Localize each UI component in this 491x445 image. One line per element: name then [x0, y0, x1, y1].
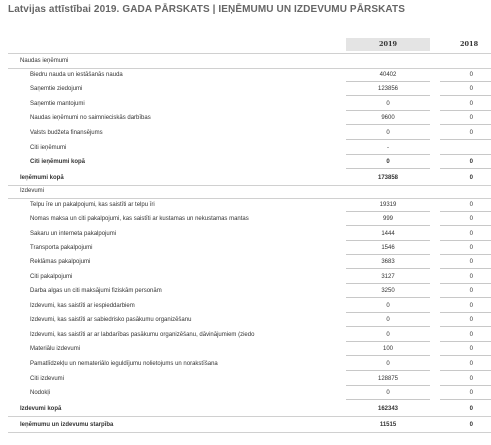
row-label: Pamatlīdzekļu un nemateriālo ieguldījumu nolietojums un norakstīšana — [30, 361, 218, 367]
value-2019: 0 — [386, 390, 390, 396]
table-row — [0, 342, 491, 356]
row-divider — [8, 432, 491, 433]
header-divider — [8, 53, 491, 54]
row-label: Biedru nauda un iestāšanās nauda — [30, 72, 123, 78]
table-row — [0, 372, 491, 386]
value-2018: 0 — [469, 422, 473, 428]
value-2018: 0 — [469, 376, 473, 382]
column-header-2018: 2018 — [460, 40, 479, 48]
row-label: Citi ieņēmumi kopā — [30, 159, 86, 165]
row-label: Izdevumi kopā — [20, 406, 62, 412]
value-2018: 0 — [469, 288, 473, 294]
row-label: Izdevumi — [20, 188, 45, 194]
value-2018: 0 — [469, 130, 473, 136]
row-label: Nomas maksa un citi pakalpojumi, kas saistīti ar kustamas un nekustamas mantas — [30, 216, 249, 222]
cell-underline — [440, 225, 491, 226]
table-row — [0, 299, 491, 313]
table-row — [0, 82, 491, 96]
value-2019: - — [387, 145, 389, 151]
value-2019: 162343 — [377, 406, 399, 412]
value-2019: 0 — [386, 159, 390, 165]
row-label: Nodokļi — [30, 390, 51, 396]
row-label: Reklāmas pakalpojumi — [30, 259, 91, 265]
row-label: Izdevumi, kas saistīti ar sabiedrisko pasākumu organizēšanu — [30, 317, 192, 323]
value-2018: 0 — [469, 361, 473, 367]
value-2018: 0 — [469, 231, 473, 237]
row-label: Ieņēmumi kopā — [20, 175, 64, 181]
value-2019: 0 — [386, 303, 390, 309]
cell-underline — [346, 326, 430, 327]
value-2019: 1444 — [381, 231, 395, 237]
value-2019: 173858 — [377, 175, 399, 181]
section-header-row — [0, 184, 491, 198]
value-2019: 0 — [386, 361, 390, 367]
cell-underline — [440, 124, 491, 125]
total-row — [0, 171, 491, 185]
value-2019: 0 — [386, 130, 390, 136]
cell-underline — [440, 139, 491, 140]
value-2019: 123856 — [377, 86, 399, 92]
value-2019: 3127 — [381, 274, 395, 280]
row-label: Saņemtie ziedojumi — [30, 86, 83, 92]
cell-underline — [346, 95, 430, 96]
cell-underline — [346, 297, 430, 298]
row-label: Izdevumi, kas saistīti ar ar labdarības pasākumu organizēšanu, dāvinājumiem (ziedo — [30, 332, 255, 338]
row-label: Transporta pakalpojumi — [30, 245, 93, 251]
table-row — [0, 111, 491, 125]
cell-underline — [346, 399, 430, 400]
total-row — [0, 418, 491, 432]
row-label: Saņemtie mantojumi — [30, 101, 85, 107]
row-label: Naudas ieņēmumi no saimnieciskās darbības — [30, 115, 151, 121]
value-2018: 0 — [469, 202, 473, 208]
cell-underline — [440, 399, 491, 400]
row-label: Citi ieņēmumi — [30, 145, 67, 151]
value-2018: 0 — [469, 159, 473, 165]
value-2018: 0 — [469, 317, 473, 323]
value-2019: 40402 — [379, 72, 397, 78]
table-row — [0, 227, 491, 241]
row-divider — [8, 416, 491, 417]
table-row — [0, 386, 491, 400]
cell-underline — [440, 326, 491, 327]
table-row — [0, 284, 491, 298]
value-2018: 0 — [469, 303, 473, 309]
report-title: Latvijas attīstībai 2019. GADA PĀRSKATS | IEŅĒMUMU UN IZDEVUMU PĀRSKATS — [8, 4, 405, 15]
row-label: Materiālu izdevumi — [30, 346, 81, 352]
table-row — [0, 241, 491, 255]
row-label: Valsts budžeta finansējums — [30, 130, 103, 136]
cell-underline — [346, 139, 430, 140]
table-row — [0, 212, 491, 226]
cell-underline — [440, 297, 491, 298]
value-2018: 0 — [469, 346, 473, 352]
cell-underline — [346, 355, 430, 356]
row-label: Darba algas un citi maksājumi fiziskām personām — [30, 288, 162, 294]
cell-underline — [440, 370, 491, 371]
row-label: Citi izdevumi — [30, 376, 65, 382]
cell-underline — [346, 168, 430, 169]
value-2019: 999 — [382, 216, 393, 222]
cell-underline — [346, 124, 430, 125]
table-row — [0, 126, 491, 140]
cell-underline — [440, 95, 491, 96]
table-row — [0, 255, 491, 269]
row-label: Naudas ieņēmumi — [20, 58, 69, 64]
row-label: Izdevumi, kas saistīti ar iespieddarbiem — [30, 303, 135, 309]
cell-underline — [346, 370, 430, 371]
value-2018: 0 — [469, 406, 473, 412]
table-row — [0, 198, 491, 212]
row-label: Ieņēmumu un izdevumu starpība — [20, 422, 114, 428]
table-row — [0, 357, 491, 371]
value-2019: 0 — [386, 332, 390, 338]
value-2018: 0 — [469, 72, 473, 78]
table-row — [0, 328, 491, 342]
value-2018: 0 — [469, 175, 473, 181]
table-row — [0, 97, 491, 111]
value-2018: 0 — [469, 332, 473, 338]
value-2019: 9600 — [381, 115, 395, 121]
value-2018: 0 — [469, 259, 473, 265]
value-2019: 3683 — [381, 259, 395, 265]
row-label: Sakaru un interneta pakalpojumi — [30, 231, 117, 237]
cell-underline — [346, 225, 430, 226]
value-2019: 0 — [386, 101, 390, 107]
value-2018: 0 — [469, 115, 473, 121]
table-row — [0, 313, 491, 327]
value-2019: 3250 — [381, 288, 395, 294]
value-2018: 0 — [469, 245, 473, 251]
cell-underline — [440, 168, 491, 169]
value-2018: 0 — [469, 274, 473, 280]
row-label: Telpu īre un pakalpojumi, kas saistīti ar telpu īri — [30, 202, 155, 208]
table-row — [0, 141, 491, 155]
value-2018: 0 — [469, 86, 473, 92]
value-2019: 1546 — [381, 245, 395, 251]
column-header-2019: 2019 — [346, 38, 430, 51]
value-2019: 19319 — [379, 202, 397, 208]
value-2018: 0 — [469, 101, 473, 107]
row-label: Citi pakalpojumi — [30, 274, 73, 280]
cell-underline — [346, 268, 430, 269]
section-header-row — [0, 54, 491, 68]
value-2018: 0 — [469, 390, 473, 396]
value-2019: 128875 — [377, 376, 399, 382]
value-2019: 0 — [386, 317, 390, 323]
cell-underline — [440, 355, 491, 356]
subtotal-row — [0, 155, 491, 169]
value-2019: 100 — [382, 346, 393, 352]
table-row — [0, 68, 491, 82]
value-2018: 0 — [469, 216, 473, 222]
total-row — [0, 402, 491, 416]
table-row — [0, 270, 491, 284]
value-2019: 11515 — [379, 422, 397, 428]
cell-underline — [440, 268, 491, 269]
